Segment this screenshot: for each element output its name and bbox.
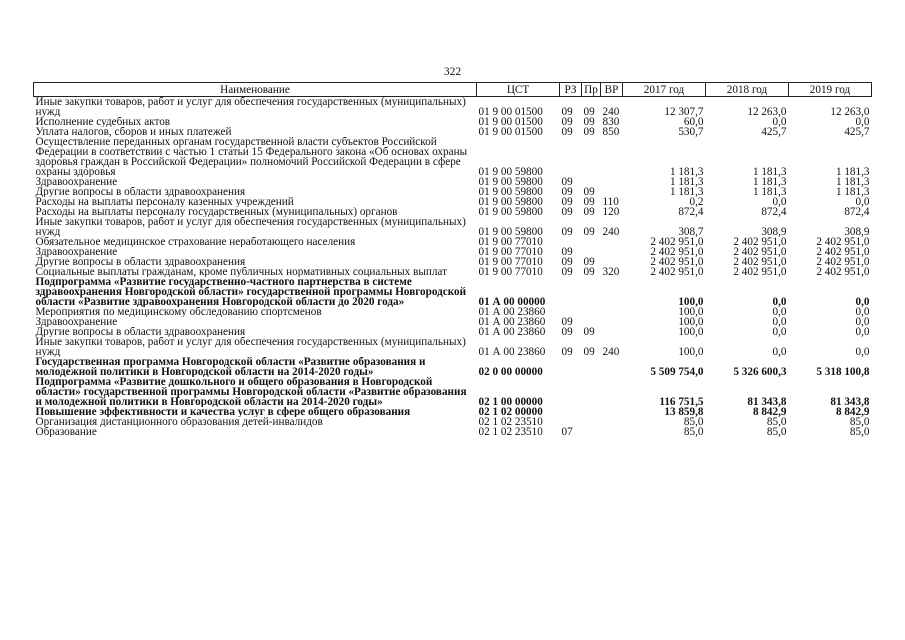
cell-name: Здравоохранение bbox=[35, 247, 118, 257]
cell-2017: 0,2 bbox=[689, 197, 704, 207]
table-row bbox=[34, 97, 872, 118]
cell-code: 01 А 00 23860 bbox=[478, 317, 546, 327]
cell-name: Иные закупки товаров, работ и услуг для обеспечения государственных (муниципальных) нужд bbox=[35, 217, 466, 237]
table-row bbox=[34, 407, 872, 417]
cell-2017: 530,7 bbox=[678, 127, 704, 137]
cell-2019: 425,7 bbox=[844, 127, 870, 137]
cell-code: 01 9 00 01500 bbox=[478, 127, 543, 137]
cell-vr: 240 bbox=[602, 226, 620, 237]
cell-rz: 09 bbox=[561, 117, 573, 127]
cell-rz bbox=[560, 377, 582, 407]
table-row bbox=[34, 267, 872, 277]
cell-pr bbox=[582, 137, 601, 177]
cell-code: 01 9 00 59800 bbox=[478, 177, 543, 187]
cell-rz: 09 bbox=[561, 267, 573, 277]
cell-code: 02 0 00 00000 bbox=[478, 366, 543, 377]
cell-code: 01 9 00 77010 bbox=[478, 247, 543, 257]
cell-2017: 100,0 bbox=[678, 307, 704, 317]
table-row bbox=[34, 277, 872, 307]
table-row bbox=[34, 187, 872, 197]
cell-pr: 09 bbox=[583, 327, 595, 337]
cell-2017: 116 751,5 bbox=[659, 396, 704, 407]
cell-2018: 2 402 951,0 bbox=[733, 267, 787, 277]
cell-2019: 0,0 bbox=[855, 327, 870, 337]
cell-vr bbox=[601, 277, 623, 307]
cell-2019: 0,0 bbox=[855, 296, 870, 307]
cell-vr bbox=[601, 307, 623, 317]
header-name: Наименование bbox=[34, 83, 477, 97]
cell-pr: 09 bbox=[583, 197, 595, 207]
cell-name: Повышение эффективности и качества услуг в сфере общего образования bbox=[35, 407, 411, 417]
cell-pr: 09 bbox=[583, 127, 595, 137]
header-code: ЦСТ bbox=[477, 83, 560, 97]
cell-pr bbox=[582, 317, 601, 327]
cell-code: 01 9 00 59800 bbox=[478, 207, 543, 217]
cell-2018: 2 402 951,0 bbox=[733, 237, 787, 247]
cell-pr bbox=[582, 427, 601, 437]
cell-vr bbox=[601, 137, 623, 177]
cell-code: 01 9 00 59800 bbox=[478, 166, 543, 177]
cell-pr: 09 bbox=[583, 346, 595, 357]
cell-2017: 2 402 951,0 bbox=[650, 247, 704, 257]
cell-2017: 308,7 bbox=[678, 226, 704, 237]
cell-code: 01 А 00 00000 bbox=[478, 296, 546, 307]
cell-vr: 240 bbox=[602, 106, 620, 117]
cell-rz: 09 bbox=[561, 317, 573, 327]
cell-rz: 09 bbox=[561, 187, 573, 197]
cell-2018: 0,0 bbox=[772, 327, 787, 337]
cell-rz: 07 bbox=[561, 427, 573, 437]
cell-vr: 320 bbox=[602, 267, 620, 277]
cell-2017: 2 402 951,0 bbox=[650, 237, 704, 247]
table-row bbox=[34, 137, 872, 177]
cell-pr bbox=[582, 407, 601, 417]
cell-rz: 09 bbox=[561, 207, 573, 217]
table-row bbox=[34, 257, 872, 267]
cell-2019: 12 263,0 bbox=[830, 106, 870, 117]
cell-2017: 1 181,3 bbox=[669, 187, 704, 197]
cell-name: Расходы на выплаты персоналу государственных (муниципальных) органов bbox=[35, 207, 398, 217]
cell-2017: 85,0 bbox=[683, 417, 704, 427]
cell-2018: 85,0 bbox=[766, 427, 787, 437]
cell-name: Осуществление переданных органам государственной власти субъектов Российской Федерации в соответствии с частью 1 статьи 15 Федерального закона «Об основах охраны здоровья граждан в Российской Федерации» полномочий Российской Федерации в сфере охраны здоровья bbox=[35, 137, 468, 177]
cell-vr: 850 bbox=[602, 127, 620, 137]
cell-2017: 2 402 951,0 bbox=[650, 267, 704, 277]
cell-2019: 2 402 951,0 bbox=[816, 247, 870, 257]
cell-2019: 1 181,3 bbox=[835, 177, 870, 187]
cell-2019: 0,0 bbox=[855, 317, 870, 327]
cell-2017: 85,0 bbox=[683, 427, 704, 437]
cell-vr: 110 bbox=[602, 197, 619, 207]
cell-rz bbox=[560, 407, 582, 417]
cell-2018: 1 181,3 bbox=[752, 177, 787, 187]
cell-rz bbox=[560, 237, 582, 247]
cell-name: Организация дистанционного образования детей-инвалидов bbox=[35, 417, 323, 427]
cell-code: 01 9 00 77010 bbox=[478, 267, 543, 277]
table-row bbox=[34, 127, 872, 137]
cell-vr bbox=[601, 377, 623, 407]
cell-vr: 830 bbox=[602, 117, 620, 127]
cell-pr: 09 bbox=[583, 106, 595, 117]
cell-2018: 1 181,3 bbox=[752, 187, 787, 197]
cell-pr: 09 bbox=[583, 226, 595, 237]
header-rz: РЗ bbox=[560, 83, 582, 97]
cell-name: Государственная программа Новгородской области «Развитие образования и молодежной политики в Новгородской области на 2014-2020 годы» bbox=[35, 357, 426, 377]
cell-2017: 100,0 bbox=[678, 317, 704, 327]
page-number: 322 bbox=[443, 66, 462, 78]
cell-pr bbox=[582, 247, 601, 257]
cell-vr bbox=[601, 317, 623, 327]
table-row bbox=[34, 197, 872, 207]
cell-pr: 09 bbox=[583, 257, 595, 267]
cell-2017: 5 509 754,0 bbox=[650, 366, 704, 377]
cell-name: Иные закупки товаров, работ и услуг для обеспечения государственных (муниципальных) нужд bbox=[35, 337, 466, 357]
table-row bbox=[34, 307, 872, 317]
cell-2019: 2 402 951,0 bbox=[816, 237, 870, 247]
header-2019: 2019 год bbox=[789, 83, 872, 97]
cell-rz bbox=[560, 357, 582, 377]
cell-vr bbox=[601, 417, 623, 427]
cell-2018: 872,4 bbox=[761, 207, 787, 217]
cell-code: 01 9 00 59800 bbox=[478, 187, 543, 197]
cell-vr bbox=[601, 357, 623, 377]
cell-rz: 09 bbox=[561, 127, 573, 137]
table-row bbox=[34, 217, 872, 237]
cell-2019: 2 402 951,0 bbox=[816, 267, 870, 277]
cell-pr bbox=[582, 377, 601, 407]
cell-2018: 81 343,8 bbox=[747, 396, 787, 407]
cell-2018: 425,7 bbox=[761, 127, 787, 137]
cell-2019: 0,0 bbox=[855, 346, 870, 357]
budget-table bbox=[33, 82, 872, 437]
cell-vr bbox=[601, 247, 623, 257]
cell-name: Обязательное медицинское страхование неработающего населения bbox=[35, 237, 356, 247]
cell-rz bbox=[560, 137, 582, 177]
cell-2017: 1 181,3 bbox=[669, 177, 704, 187]
cell-code: 01 9 00 59800 bbox=[478, 226, 543, 237]
cell-pr bbox=[582, 177, 601, 187]
cell-code: 02 1 02 23510 bbox=[478, 417, 543, 427]
cell-pr: 09 bbox=[583, 267, 595, 277]
cell-code: 01 А 00 23860 bbox=[478, 327, 546, 337]
cell-name: Другие вопросы в области здравоохранения bbox=[35, 327, 246, 337]
cell-vr bbox=[601, 187, 623, 197]
cell-2018: 1 181,3 bbox=[752, 166, 787, 177]
cell-2019: 0,0 bbox=[855, 197, 870, 207]
cell-2019: 0,0 bbox=[855, 307, 870, 317]
cell-name: Уплата налогов, сборов и иных платежей bbox=[35, 127, 232, 137]
cell-vr bbox=[601, 407, 623, 417]
cell-2017: 100,0 bbox=[678, 296, 704, 307]
table-row bbox=[34, 207, 872, 217]
cell-2018: 0,0 bbox=[772, 307, 787, 317]
cell-name: Социальные выплаты гражданам, кроме публичных нормативных социальных выплат bbox=[35, 267, 447, 277]
cell-rz bbox=[560, 307, 582, 317]
cell-2017: 2 402 951,0 bbox=[650, 257, 704, 267]
table-row bbox=[34, 317, 872, 327]
header-2018: 2018 год bbox=[706, 83, 789, 97]
table-body bbox=[34, 97, 872, 438]
cell-name: Исполнение судебных актов bbox=[35, 117, 171, 127]
cell-code: 01 А 00 23860 bbox=[478, 307, 546, 317]
cell-rz: 09 bbox=[561, 346, 573, 357]
cell-2019: 8 842,9 bbox=[835, 407, 870, 417]
cell-2017: 100,0 bbox=[678, 346, 704, 357]
cell-pr: 09 bbox=[583, 187, 595, 197]
cell-2018: 12 263,0 bbox=[747, 106, 787, 117]
cell-pr bbox=[582, 237, 601, 247]
cell-pr bbox=[582, 357, 601, 377]
table-row bbox=[34, 417, 872, 427]
cell-code: 02 1 02 23510 bbox=[478, 427, 543, 437]
cell-2019: 1 181,3 bbox=[835, 166, 870, 177]
cell-code: 01 9 00 77010 bbox=[478, 237, 543, 247]
cell-rz: 09 bbox=[561, 226, 573, 237]
cell-2018: 2 402 951,0 bbox=[733, 247, 787, 257]
cell-2017: 13 859,8 bbox=[664, 407, 704, 417]
cell-2018: 0,0 bbox=[772, 117, 787, 127]
header-2017: 2017 год bbox=[623, 83, 706, 97]
cell-2019: 85,0 bbox=[849, 427, 870, 437]
cell-name: Мероприятия по медицинскому обследованию спортсменов bbox=[35, 307, 322, 317]
cell-rz: 09 bbox=[561, 247, 573, 257]
cell-pr bbox=[582, 277, 601, 307]
cell-2019: 872,4 bbox=[844, 207, 870, 217]
cell-2019: 0,0 bbox=[855, 117, 870, 127]
cell-pr bbox=[582, 307, 601, 317]
cell-name: Подпрограмма «Развитие государственно-частного партнерства в системе здравоохранения Новгородской области» государственной программы Новгородской области «Развитие здравоохранения Новгородской области до 2020 года» bbox=[35, 277, 467, 307]
cell-2019: 308,9 bbox=[844, 226, 870, 237]
cell-code: 01 9 00 01500 bbox=[478, 106, 543, 117]
table-row bbox=[34, 337, 872, 357]
cell-code: 01 9 00 01500 bbox=[478, 117, 543, 127]
cell-vr: 240 bbox=[602, 346, 620, 357]
cell-name: Иные закупки товаров, работ и услуг для обеспечения государственных (муниципальных) нужд bbox=[35, 96, 466, 117]
cell-2019: 1 181,3 bbox=[835, 187, 870, 197]
cell-vr bbox=[601, 257, 623, 267]
cell-2019: 81 343,8 bbox=[830, 396, 870, 407]
cell-vr bbox=[601, 427, 623, 437]
cell-2018: 0,0 bbox=[772, 296, 787, 307]
table-header-row bbox=[34, 83, 872, 97]
cell-name: Здравоохранение bbox=[35, 177, 118, 187]
header-pr: Пр bbox=[582, 83, 601, 97]
cell-name: Здравоохранение bbox=[35, 317, 118, 327]
cell-code: 01 9 00 59800 bbox=[478, 197, 543, 207]
cell-2018: 8 842,9 bbox=[752, 407, 787, 417]
cell-vr bbox=[601, 177, 623, 187]
cell-2017: 1 181,3 bbox=[669, 166, 704, 177]
table-row bbox=[34, 177, 872, 187]
cell-2018: 2 402 951,0 bbox=[733, 257, 787, 267]
cell-2018: 0,0 bbox=[772, 197, 787, 207]
table-row bbox=[34, 117, 872, 127]
header-vr: ВР bbox=[601, 83, 623, 97]
cell-2018: 85,0 bbox=[766, 417, 787, 427]
cell-2017: 12 307,7 bbox=[664, 106, 704, 117]
cell-2019: 85,0 bbox=[849, 417, 870, 427]
table-row bbox=[34, 377, 872, 407]
cell-rz: 09 bbox=[561, 257, 573, 267]
table-row bbox=[34, 327, 872, 337]
cell-2019: 5 318 100,8 bbox=[816, 366, 870, 377]
cell-name: Подпрограмма «Развитие дошкольного и общего образования в Новгородской области» государственной программы Новгородской области «Развитие образования и молодежной политики в Новгородской области на 2014-2020 годы» bbox=[35, 377, 467, 407]
cell-rz: 09 bbox=[561, 106, 573, 117]
table-row bbox=[34, 247, 872, 257]
cell-2018: 0,0 bbox=[772, 346, 787, 357]
cell-code: 02 1 00 00000 bbox=[478, 396, 543, 407]
cell-2018: 5 326 600,3 bbox=[733, 366, 787, 377]
table-row bbox=[34, 237, 872, 247]
cell-rz bbox=[560, 277, 582, 307]
cell-2018: 0,0 bbox=[772, 317, 787, 327]
cell-name: Другие вопросы в области здравоохранения bbox=[35, 257, 246, 267]
cell-vr: 120 bbox=[602, 207, 620, 217]
cell-2017: 100,0 bbox=[678, 327, 704, 337]
cell-rz: 09 bbox=[561, 197, 573, 207]
cell-rz: 09 bbox=[561, 327, 573, 337]
table-row bbox=[34, 427, 872, 437]
cell-rz: 09 bbox=[561, 177, 573, 187]
cell-pr: 09 bbox=[583, 117, 595, 127]
cell-code: 02 1 02 00000 bbox=[478, 407, 543, 417]
cell-rz bbox=[560, 417, 582, 427]
cell-2018: 308,9 bbox=[761, 226, 787, 237]
cell-2019: 2 402 951,0 bbox=[816, 257, 870, 267]
cell-pr bbox=[582, 417, 601, 427]
cell-2017: 872,4 bbox=[678, 207, 704, 217]
cell-2017: 60,0 bbox=[683, 117, 704, 127]
cell-code: 01 А 00 23860 bbox=[478, 346, 546, 357]
cell-name: Расходы на выплаты персоналу казенных учреждений bbox=[35, 197, 294, 207]
cell-vr bbox=[601, 237, 623, 247]
cell-code: 01 9 00 77010 bbox=[478, 257, 543, 267]
cell-name: Образование bbox=[35, 427, 97, 437]
cell-name: Другие вопросы в области здравоохранения bbox=[35, 187, 246, 197]
cell-pr: 09 bbox=[583, 207, 595, 217]
table-row bbox=[34, 357, 872, 377]
cell-vr bbox=[601, 327, 623, 337]
